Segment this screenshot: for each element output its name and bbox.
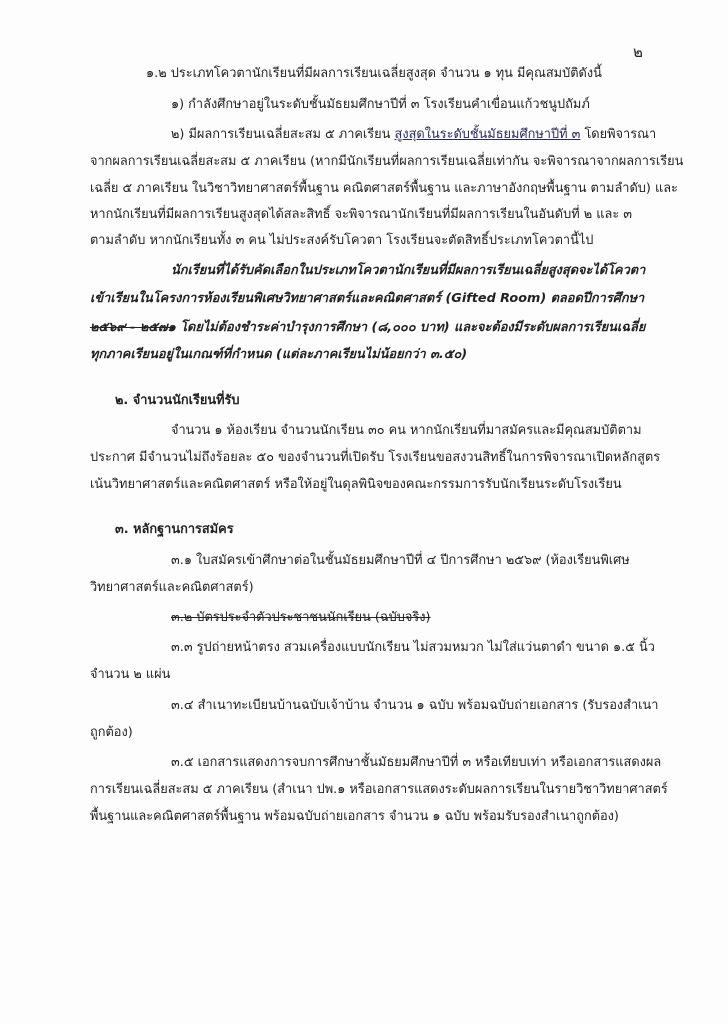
section-3-item-2-struck: ๓.๒ บัตรประจำตัวประชาชนนักเรียน (ฉบับจริง) <box>171 610 431 625</box>
section-1-2-line-4: เฉลี่ย ๕ ภาคเรียน ในวิชาวิทยาศาสตร์พื้นฐาน คณิตศาสตร์พื้นฐาน และภาษาอังกฤษพื้นฐาน ตามลำดับ) และ <box>90 181 678 196</box>
section-3-item-5-line-3: พื้นฐานและคณิตศาสตร์พื้นฐาน พร้อมฉบับถ่ายเอกสาร จำนวน ๑ ฉบับ พร้อมรับรองสำเนาถูกต้อง) <box>90 809 619 824</box>
section-3-title: ๓. หลักฐานการสมัคร <box>115 522 234 537</box>
section-1-2-line-5: หากนักเรียนที่มีผลการเรียนสูงสุดได้สละสิทธิ์ จะพิจารณานักเรียนที่มีผลการเรียนในอันดับที่ ๒ และ ๓ <box>90 207 633 222</box>
section-3-item-4-line-1: ๓.๔ สำเนาทะเบียนบ้านฉบับเจ้าบ้าน จำนวน ๑ ฉบับ พร้อมฉบับถ่ายเอกสาร (รับรองสำเนา <box>171 698 659 713</box>
page-number: ๒ <box>633 43 643 61</box>
section-3-item-1-line-1: ๓.๑ ใบสมัครเข้าศึกษาต่อในชั้นมัธยมศึกษาปีที่ ๔ ปีการศึกษา ๒๕๖๙ (ห้องเรียนพิเศษ <box>171 553 630 568</box>
section-1-2-line-3: จากผลการเรียนเฉลี่ยสะสม ๕ ภาคเรียน (หากมีนักเรียนที่ผลการเรียนเฉลี่ยเท่ากัน จะพิจารณาจากผลการเรียน <box>90 154 684 169</box>
section-1-2-bold-line-3 <box>90 320 645 336</box>
section-1-2-item-1: ๑) กำลังศึกษาอยู่ในระดับชั้นมัธยมศึกษาปีที่ ๓ โรงเรียนคำเขื่อนแก้วชนูปถัมภ์ <box>171 97 590 112</box>
section-1-2-line-6: ตามลำดับ หากนักเรียนทั้ง ๓ คน ไม่ประสงค์รับโควตา โรงเรียนจะตัดสิทธิ์ประเภทโควตานี้ไป <box>90 233 594 248</box>
section-3-item-5-line-1: ๓.๕ เอกสารแสดงการจบการศึกษาชั้นมัธยมศึกษาปีที่ ๓ หรือเทียบเท่า หรือเอกสารแสดงผล <box>171 755 662 770</box>
section-1-2-bold-line-1: นักเรียนที่ได้รับคัดเลือกในประเภทโควตานักเรียนที่มีผลการเรียนเฉลี่ยสูงสุดจะได้โควตา <box>171 263 646 278</box>
section-1-2-title: ๑.๒ ประเภทโควตานักเรียนที่มีผลการเรียนเฉลี่ยสูงสุด จำนวน ๑ ทุน มีคุณสมบัติดังนี้ <box>146 66 602 81</box>
section-2-line-1: จำนวน ๑ ห้องเรียน จำนวนนักเรียน ๓๐ คน หากนักเรียนที่มาสมัครและมีคุณสมบัติตาม <box>171 423 642 438</box>
section-1-2-item-2-text-a: ๒) มีผลการเรียนเฉลี่ยสะสม ๕ ภาคเรียน <box>171 127 391 142</box>
section-1-2-bold-line-2: เข้าเรียนในโครงการห้องเรียนพิเศษวิทยาศาสตร์และคณิตศาสตร์ (Gifted Room) ตลอดปีการศึกษา <box>90 291 645 306</box>
section-2-line-3: เน้นวิทยาศาสตร์และคณิตศาสตร์ หรือให้อยู่ในดุลพินิจของคณะกรรมการรับนักเรียนระดับโรงเรียน <box>90 477 622 492</box>
section-3-item-1-line-2: วิทยาศาสตร์และคณิตศาสตร์) <box>90 580 254 595</box>
section-1-2-bold-line-4: ทุกภาคเรียนอยู่ในเกณฑ์ที่กำหนด (แต่ละภาคเรียนไม่น้อยกว่า ๓.๕๐) <box>90 347 468 362</box>
section-1-2-item-2-text-b: โดยพิจารณา <box>584 127 657 142</box>
section-3-item-3-line-1: ๓.๓ รูปถ่ายหน้าตรง สวมเครื่องแบบนักเรียน ไม่สวมหมวก ไม่ใส่แว่นตาดำ ขนาด ๑.๕ นิ้ว <box>171 640 655 655</box>
struck-academic-years: ๒๕๖๙ - ๒๕๗๑ <box>90 320 176 335</box>
section-1-2-item-2-underlined: สูงสุดในระดับชั้นมัธยมศึกษาปีที่ ๓ <box>394 127 581 142</box>
section-1-2-bold-line-3-rest: โดยไม่ต้องชำระค่าบำรุงการศึกษา (๘,๐๐๐ บาท) และจะต้องมีระดับผลการเรียนเฉลี่ย <box>180 320 646 335</box>
section-2-line-2: ประกาศ มีจำนวนไม่ถึงร้อยละ ๕๐ ของจำนวนที่เปิดรับ โรงเรียนขอสงวนสิทธิ์ในการพิจารณาเปิดหลักสูตร <box>90 450 661 465</box>
section-2-title: ๒. จำนวนนักเรียนที่รับ <box>115 393 240 408</box>
section-3-item-3-line-2: จำนวน ๒ แผ่น <box>90 667 171 682</box>
section-3-item-4-line-2: ถูกต้อง) <box>90 725 133 740</box>
section-3-item-5-line-2: การเรียนเฉลี่ยสะสม ๕ ภาคเรียน (สำเนา ปพ.๑ หรือเอกสารแสดงระดับผลการเรียนในรายวิชาวิทยาศาสตร์ <box>90 782 668 797</box>
section-1-2-item-2 <box>171 127 656 143</box>
